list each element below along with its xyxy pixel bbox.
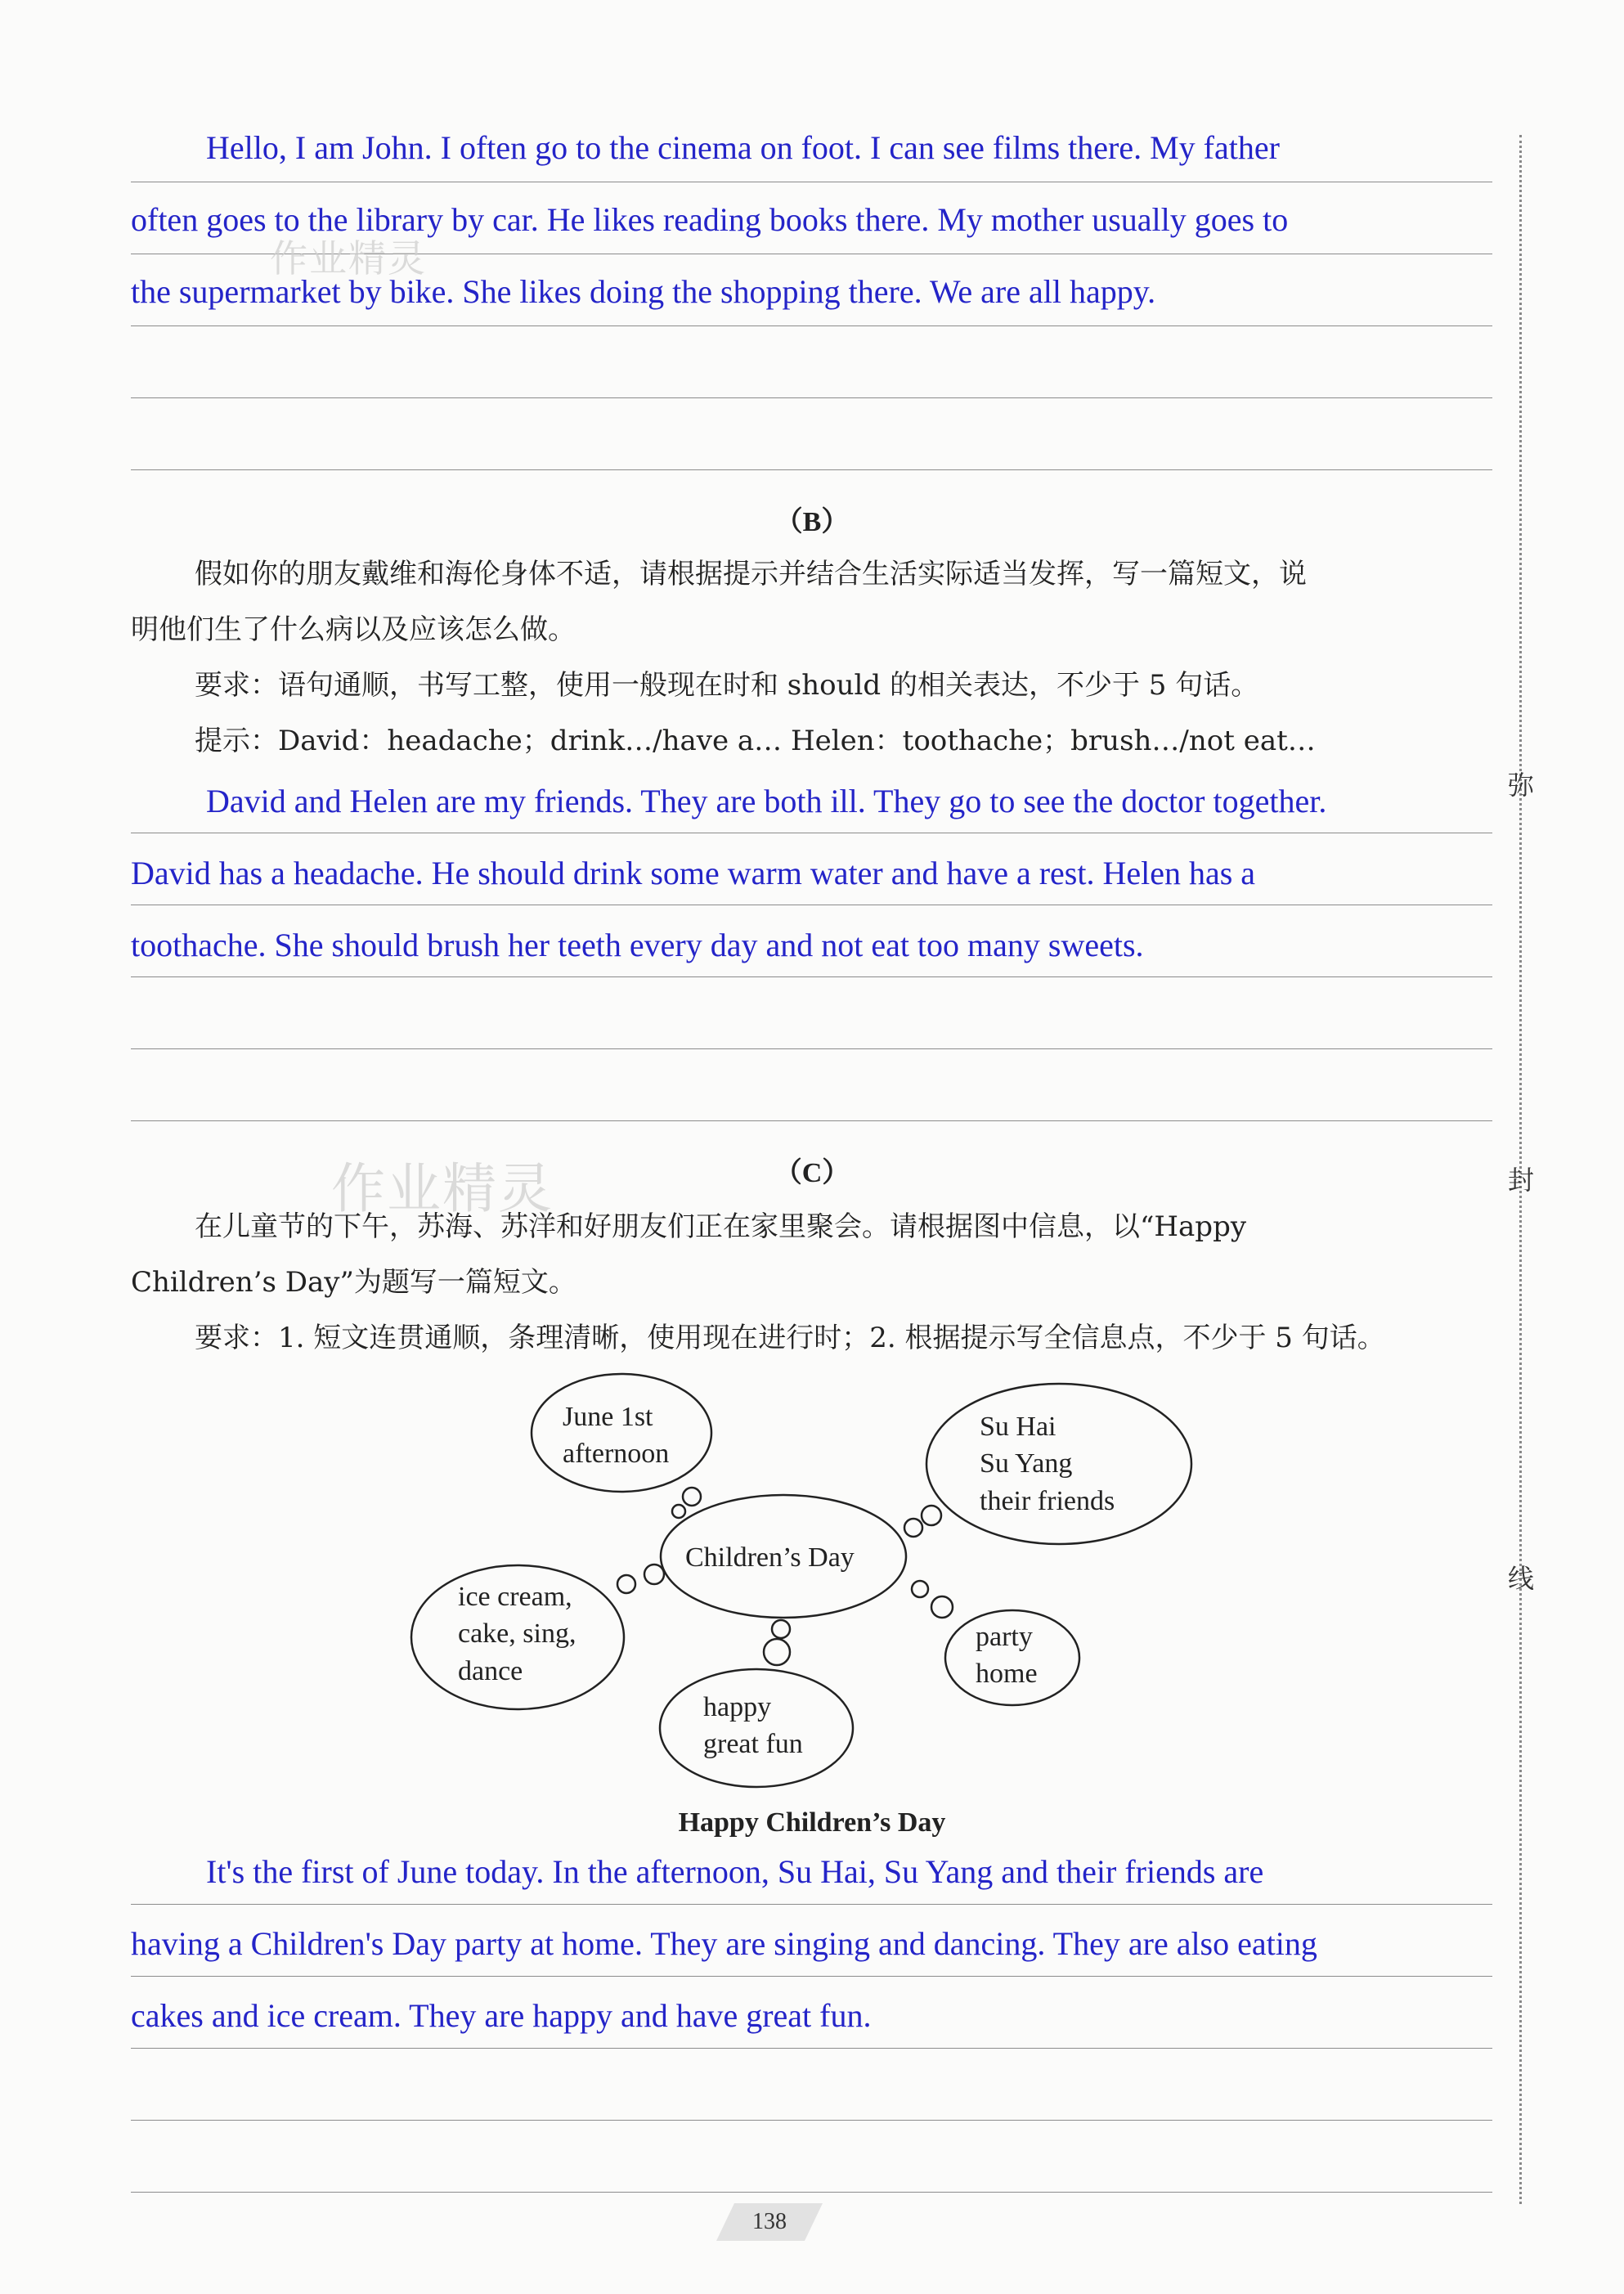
section-label-c: （C） (774, 1158, 850, 1188)
answer-line: the supermarket by bike. She likes doing the shopping there. We are all happy. (131, 273, 1156, 310)
bubble-text: afternoon (563, 1439, 670, 1469)
part-c-answer (131, 1836, 1488, 2052)
bubble-text: party (976, 1622, 1033, 1652)
bubble-text: cake, sing, (458, 1618, 576, 1649)
answer-line: having a Children's Day party at home. They are singing and dancing. They are also eating (131, 1925, 1317, 1962)
writing-rule (131, 2120, 1492, 2121)
answer-line: David and Helen are my friends. They are both ill. They go to see the doctor together. (206, 783, 1327, 819)
bubble-text: June 1st (563, 1402, 653, 1432)
writing-rule (131, 2192, 1492, 2193)
prompt-line: 提示：David：headache；drink…/have a… Helen：toothache；brush…/not eat… (195, 725, 1316, 757)
bubble-text: home (976, 1659, 1038, 1689)
thought-dot (904, 1519, 922, 1537)
bubble-text: dance (458, 1656, 523, 1686)
prompt-line: 在儿童节的下午，苏海、苏洋和好朋友们正在家里聚会。请根据图中信息，以“Happy (195, 1210, 1247, 1243)
answer-line: Hello, I am John. I often go to the cinema on foot. I can see films there. My father (206, 129, 1280, 166)
bubble-center-text: Children’s Day (685, 1542, 855, 1573)
answer-line: It's the first of June today. In the afternoon, Su Hai, Su Yang and their friends are (206, 1853, 1264, 1890)
prompt-line: 假如你的朋友戴维和海伦身体不适，请根据提示并结合生活实际适当发挥，写一篇短文，说 (195, 558, 1307, 590)
answer-line: often goes to the library by car. He likes reading books there. My mother usually goes to (131, 201, 1289, 238)
bubble-text: happy (703, 1692, 772, 1722)
thought-dot (912, 1581, 928, 1597)
seal-mark: 弥 (1508, 770, 1535, 801)
bubble-text: great fun (703, 1729, 803, 1759)
thought-dot (764, 1639, 790, 1665)
essay-title: Happy Children’s Day (678, 1807, 946, 1838)
prompt-line: Children’s Day”为题写一篇短文。 (131, 1266, 576, 1299)
writing-rule (131, 2048, 1492, 2049)
bubble-text: ice cream, (458, 1582, 572, 1612)
thought-dot (672, 1505, 685, 1518)
page-number-badge (716, 2203, 823, 2241)
bubble-text: Su Yang (980, 1448, 1073, 1479)
seal-mark: 线 (1508, 1563, 1535, 1594)
thought-dot (683, 1488, 701, 1506)
thought-dot (772, 1620, 790, 1638)
bubble-outline (660, 1669, 853, 1787)
answer-line: David has a headache. He should drink some warm water and have a rest. Helen has a (131, 855, 1256, 891)
prompt-line: 要求：语句通顺，书写工整，使用一般现在时和 should 的相关表达，不少于 5 句话。 (195, 669, 1259, 702)
bubble-text: their friends (980, 1486, 1115, 1516)
thought-dot (931, 1596, 953, 1618)
watermark: 作业精灵 (331, 1157, 554, 1220)
thought-dot (922, 1506, 941, 1525)
watermark: 作业精灵 (270, 236, 427, 281)
bubble-outline (532, 1374, 711, 1492)
prompt-line: 要求：1. 短文连贯通顺，条理清晰，使用现在进行时；2. 根据提示写全信息点，不少于 5 句话。 (195, 1322, 1385, 1354)
bubble-text: Su Hai (980, 1412, 1056, 1442)
seal-mark: 封 (1508, 1165, 1535, 1196)
thought-dot (617, 1575, 635, 1593)
answer-line: toothache. She should brush her teeth every day and not eat too many sweets. (131, 927, 1144, 963)
answer-line: cakes and ice cream. They are happy and have great fun. (131, 1997, 872, 2034)
section-label-b: （B） (774, 507, 850, 537)
writing-rule (131, 1904, 1492, 1905)
thought-dot (644, 1564, 664, 1584)
page-number: 138 (752, 2209, 787, 2234)
prompt-line: 明他们生了什么病以及应该怎么做。 (131, 613, 576, 646)
writing-rule (131, 1976, 1492, 1977)
